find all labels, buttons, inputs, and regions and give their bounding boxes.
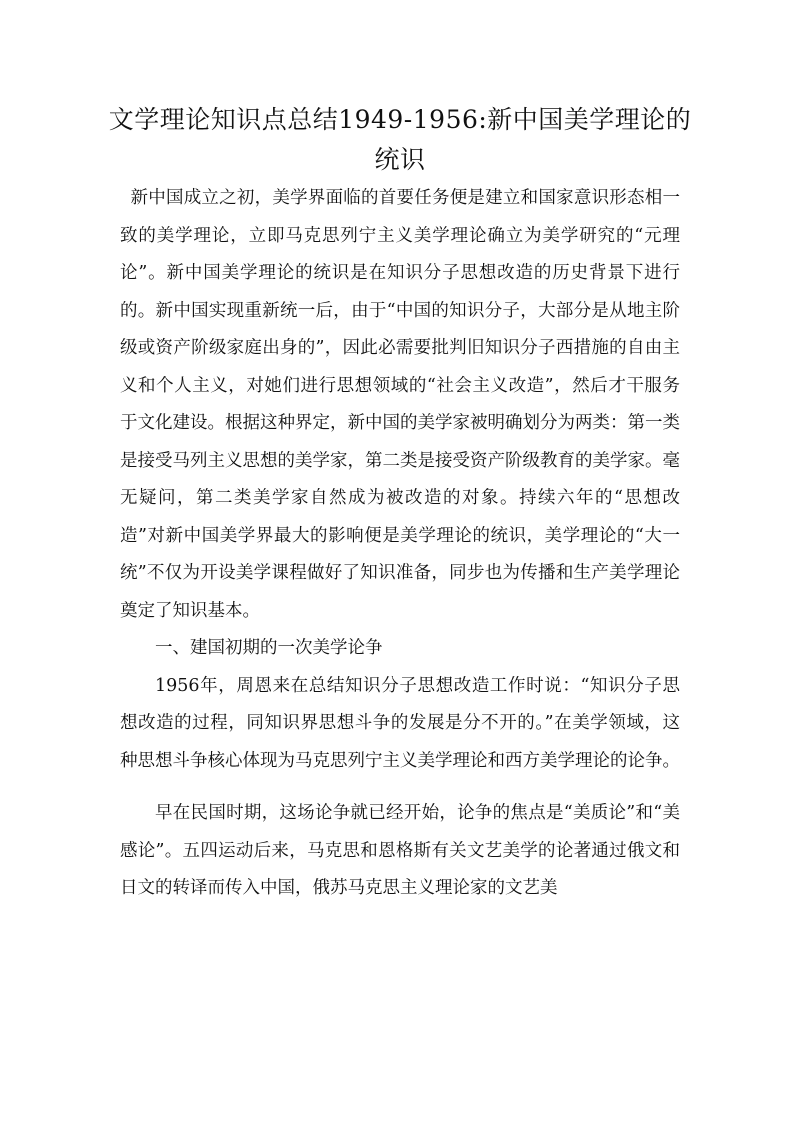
document-body (120, 180, 680, 908)
paragraph-intro: 新中国成立之初，美学界面临的首要任务便是建立和国家意识形态相一致的美学理论，立即马克思列宁主义美学理论确立为美学研究的“元理论”。新中国美学理论的统识是在知识分子思想改造的历史背景下进行的。新中国实现重新统一后，由于“中国的知识分子，大部分是从地主阶级或资产阶级家庭出身的”，因此必需要批判旧知识分子西措施的自由主义和个人主义，对她们进行思想领域的“社会主义改造”，然后才干服务于文化建设。根据这种界定，新中国的美学家被明确划分为两类：第一类是接受马列主义思想的美学家，第二类是接受资产阶级教育的美学家。毫无疑问，第二类美学家自然成为被改造的对象。持续六年的“思想改造”对新中国美学界最大的影响便是美学理论的统识，美学理论的“大一统”不仅为开设美学课程做好了知识准备，同步也为传播和生产美学理论奠定了知识基本。 (120, 188, 680, 621)
document-title: 文学理论知识点总结1949-1956:新中国美学理论的统识 (108, 105, 692, 174)
paragraph-1956: 1956年，周恩来在总结知识分子思想改造工作时说：“知识分子思想改造的过程，同知识界思想斗争的发展是分不开的。”在美学领域，这种思想斗争核心体现为马克思列宁主义美学理论和西方美学理论的论争。 (120, 675, 680, 771)
paragraph-republic-era: 早在民国时期，这场论争就已经开始，论争的焦点是“美质论”和“美感论”。五四运动后来，马克思和恩格斯有关文艺美学的论著通过俄文和日文的转译而传入中国，俄苏马克思主义理论家的文艺美 (120, 803, 680, 898)
section-heading: 一、建国初期的一次美学论争 (155, 638, 383, 658)
